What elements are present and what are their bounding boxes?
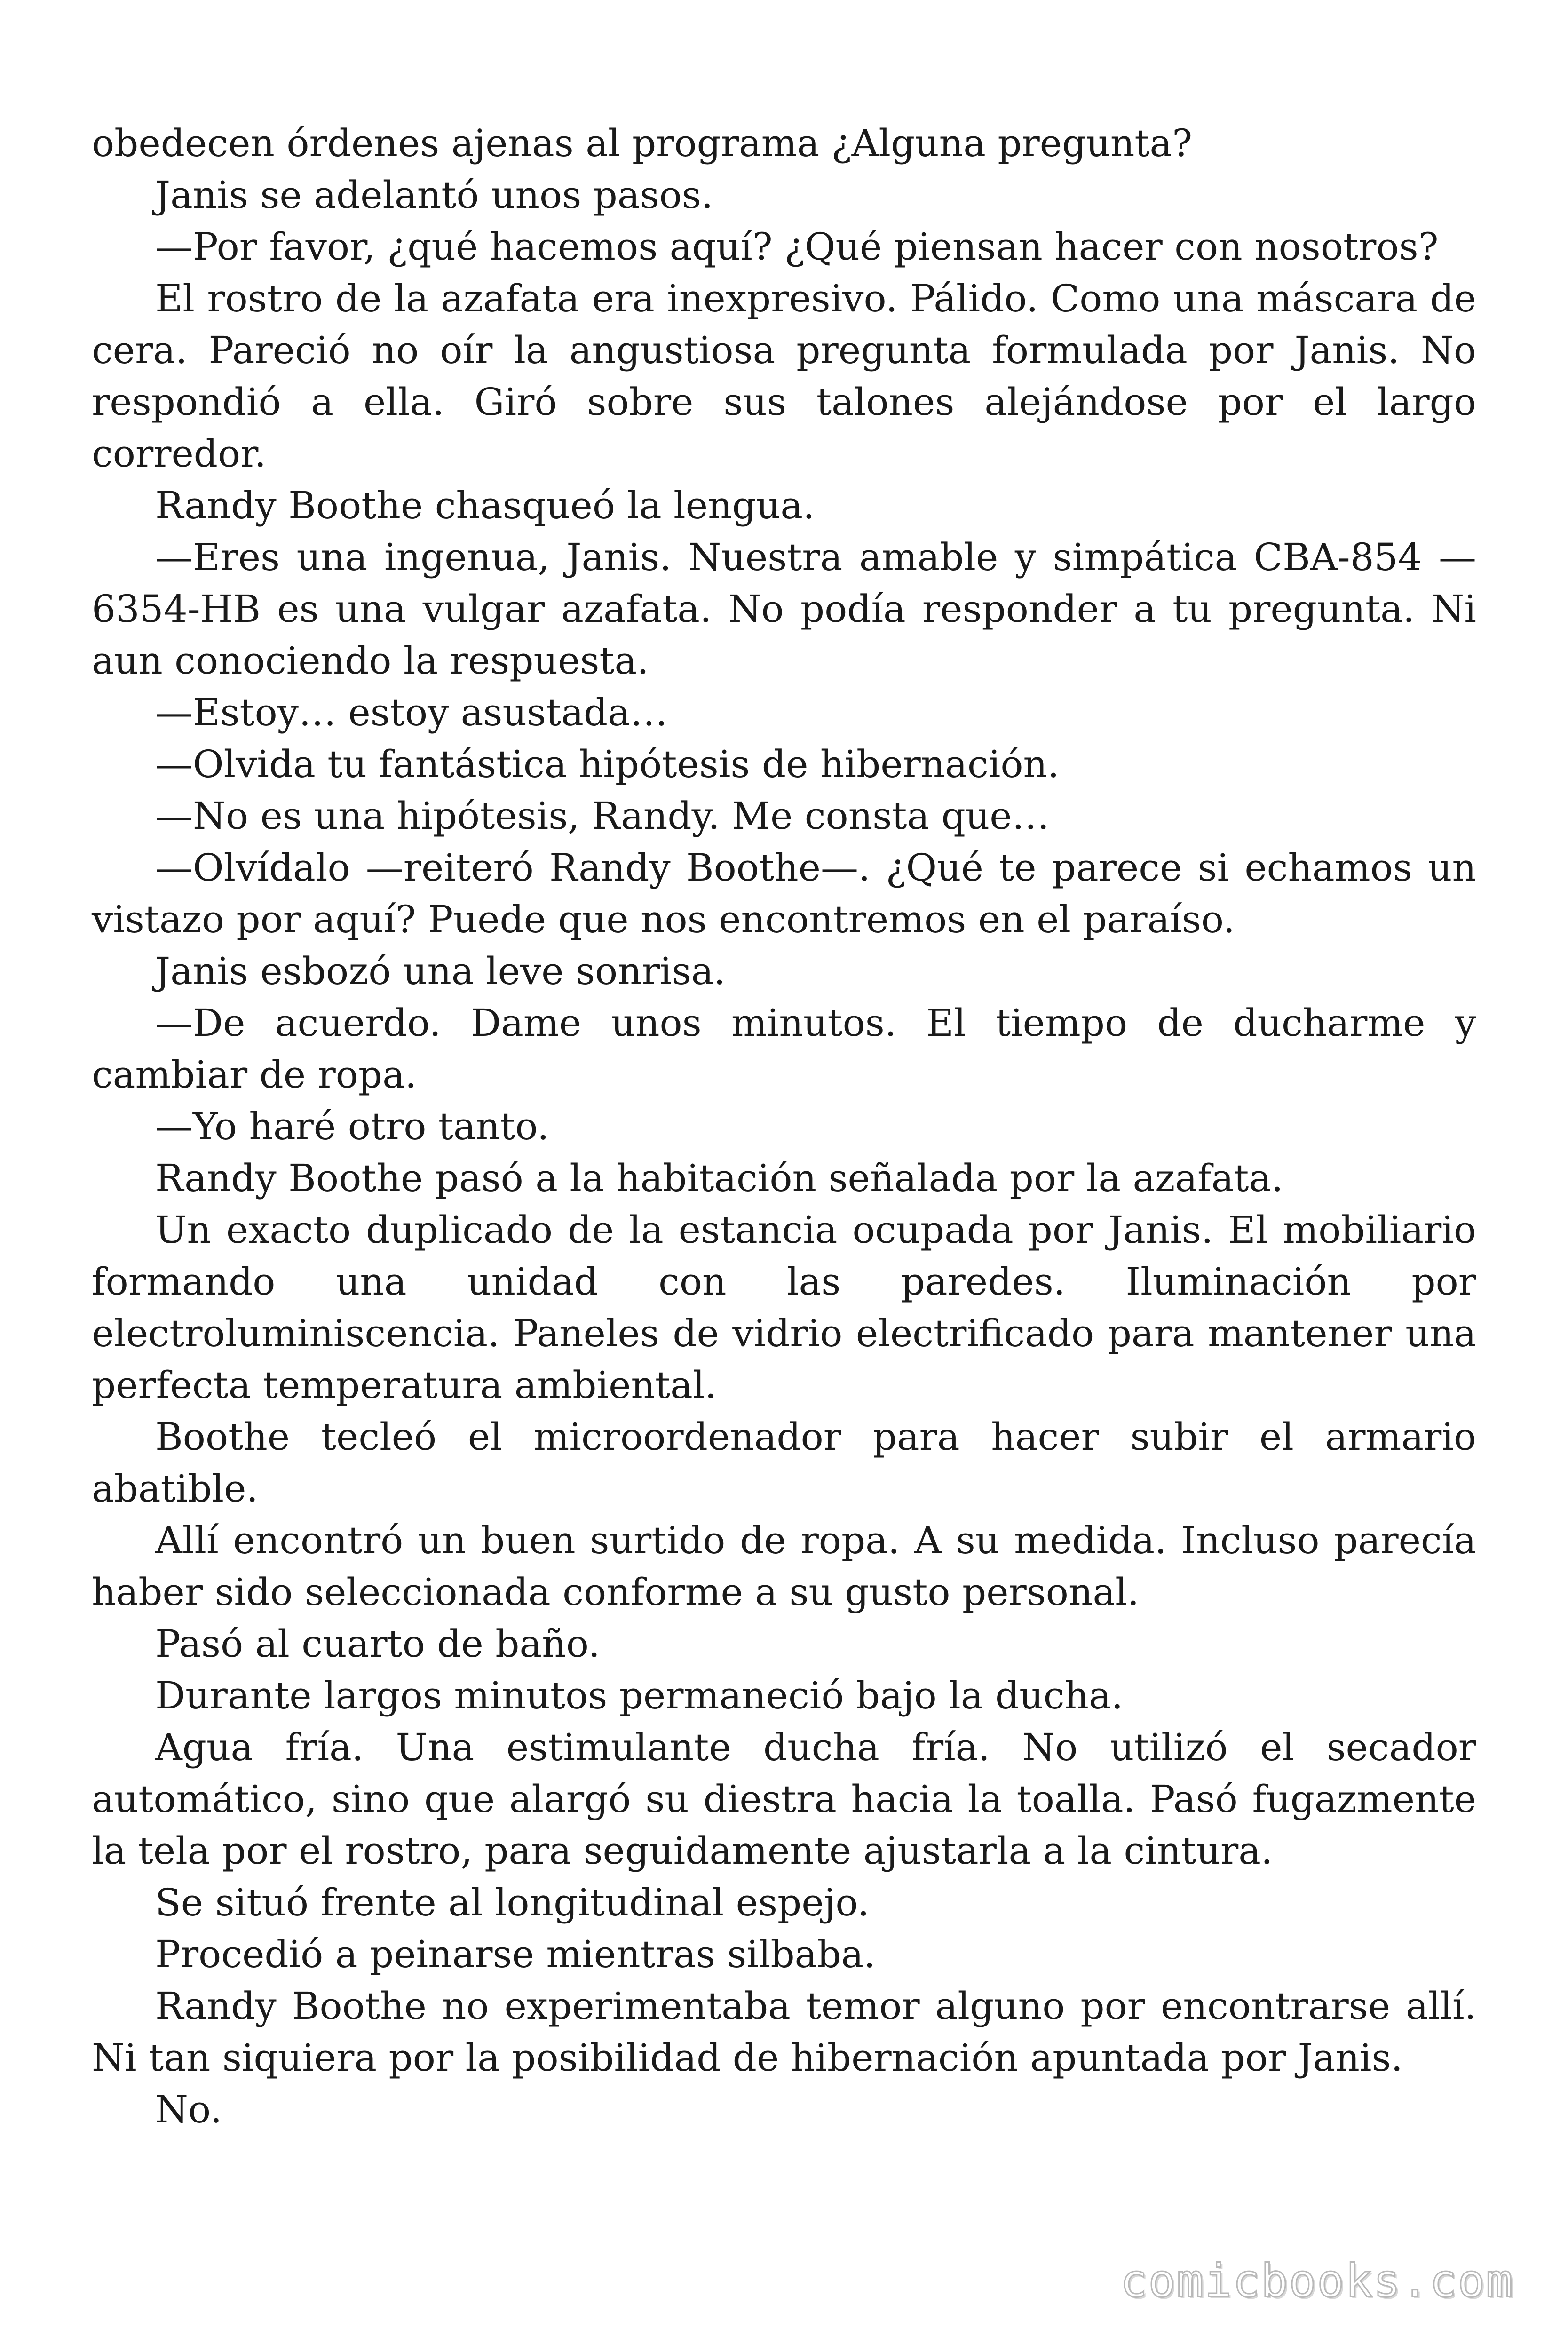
paragraph: —De acuerdo. Dame unos minutos. El tiempo de ducharme y cambiar de ropa.	[92, 1001, 1476, 1097]
paragraph: —Yo haré otro tanto.	[155, 1104, 549, 1148]
body-text	[92, 118, 1476, 2136]
paragraph: —Olvida tu fantástica hipótesis de hibernación.	[155, 742, 1060, 786]
paragraph: Procedió a peinarse mientras silbaba.	[155, 1932, 876, 1976]
watermark: comicbooks.com	[1120, 2255, 1514, 2307]
paragraph: Janis esbozó una leve sonrisa.	[155, 949, 726, 993]
paragraph: Durante largos minutos permaneció bajo la ducha.	[155, 1674, 1124, 1717]
paragraph: —Por favor, ¿qué hacemos aquí? ¿Qué piensan hacer con nosotros?	[155, 225, 1439, 269]
paragraph: obedecen órdenes ajenas al programa ¿Alguna pregunta?	[92, 121, 1193, 165]
paragraph: Boothe tecleó el microordenador para hacer subir el armario abatible.	[92, 1415, 1476, 1510]
paragraph: El rostro de la azafata era inexpresivo. Pálido. Como una máscara de cera. Pareció no oír la angustiosa pregunta formulada por Janis. No respondió a ella. Giró sobre sus talones alejándose por el largo corredor.	[92, 277, 1476, 476]
paragraph: Un exacto duplicado de la estancia ocupada por Janis. El mobiliario formando una unidad con las paredes. Iluminación por electroluminiscencia. Paneles de vidrio electrificado para mantener una perfecta temperatura ambiental.	[92, 1208, 1476, 1407]
paragraph: —No es una hipótesis, Randy. Me consta que…	[155, 794, 1050, 838]
paragraph: Se situó frente al longitudinal espejo.	[155, 1881, 870, 1924]
paragraph: —Olvídalo —reiteró Randy Boothe—. ¿Qué te parece si echamos un vistazo por aquí? Puede que nos encontremos en el paraíso.	[92, 846, 1476, 941]
paragraph: No.	[155, 2088, 222, 2131]
paragraph: Randy Boothe pasó a la habitación señalada por la azafata.	[155, 1156, 1283, 1200]
paragraph: Randy Boothe no experimentaba temor alguno por encontrarse allí. Ni tan siquiera por la posibilidad de hibernación apuntada por Janis.	[92, 1984, 1476, 2080]
paragraph: Allí encontró un buen surtido de ropa. A su medida. Incluso parecía haber sido seleccionada conforme a su gusto personal.	[92, 1518, 1476, 1614]
paragraph: —Estoy… estoy asustada…	[155, 691, 668, 734]
paragraph: Agua fría. Una estimulante ducha fría. No utilizó el secador automático, sino que alargó su diestra hacia la toalla. Pasó fugazmente la tela por el rostro, para seguidamente ajustarla a la cintura.	[92, 1725, 1476, 1873]
paragraph: Randy Boothe chasqueó la lengua.	[155, 484, 815, 527]
paragraph: Janis se adelantó unos pasos.	[155, 173, 713, 217]
paragraph: —Eres una ingenua, Janis. Nuestra amable y simpática CBA-854 — 6354-HB es una vulgar azafata. No podía responder a tu pregunta. Ni aun conociendo la respuesta.	[92, 535, 1476, 683]
paragraph: Pasó al cuarto de baño.	[155, 1622, 600, 1666]
